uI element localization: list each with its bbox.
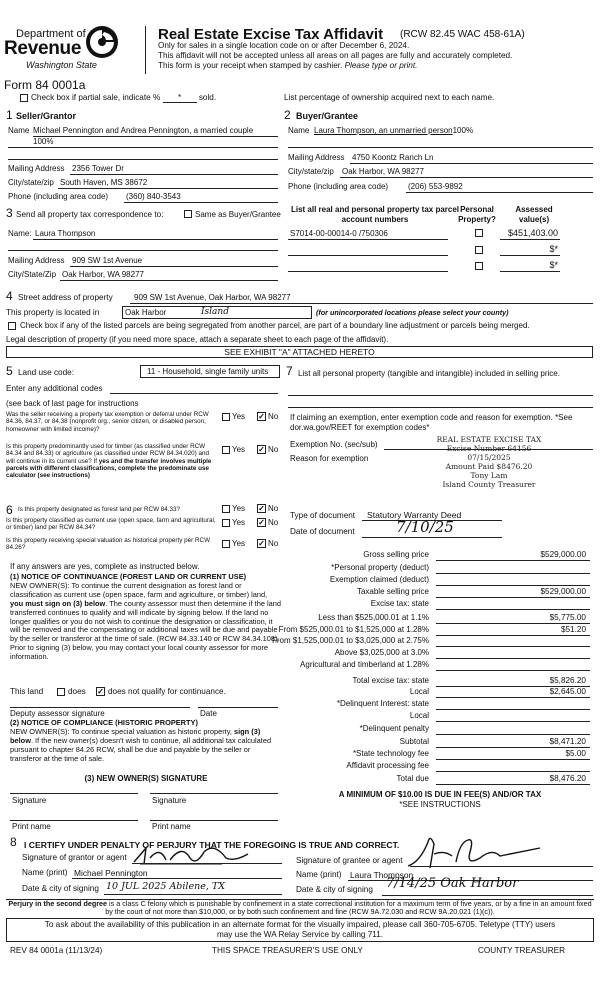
owner-sig-label-2: Signature <box>152 796 187 805</box>
tax-row-label: Less than $525,000.01 at 1.1% <box>318 613 429 622</box>
located-note: (for unincorporated locations please select your county) <box>316 308 509 317</box>
dor-logo <box>4 22 132 80</box>
tax-row-label: Excise tax: state <box>370 599 429 608</box>
parcel-value-line <box>500 239 560 240</box>
grantor-sig-label: Signature of grantor or agent <box>22 853 127 862</box>
tax-row <box>284 648 594 660</box>
seller-name-line <box>33 136 278 137</box>
additional-codes-label: Enter any additional codes <box>6 384 103 393</box>
located-city: Oak Harbor <box>125 308 167 317</box>
located-county: Island <box>201 307 229 317</box>
located-box[interactable] <box>122 306 312 319</box>
logo-revenue-text: Revenue <box>4 38 82 59</box>
buyer-city-label: City/state/zip <box>288 167 334 176</box>
parcels-col-personal-header: Personal Property? <box>458 205 496 224</box>
tax-row-line <box>436 560 590 561</box>
buyer-phone[interactable]: (206) 553-9892 <box>408 182 463 191</box>
header-line-3-b: Please type or print. <box>344 61 418 70</box>
stamp-line-4: Amount Paid $8476.20 <box>445 462 533 471</box>
tax-row <box>284 660 594 672</box>
q6-1-yes-checkbox[interactable] <box>222 505 230 513</box>
seller-phone[interactable]: (360) 840-3543 <box>126 192 181 201</box>
grantor-name[interactable]: Michael Pennington <box>74 868 148 878</box>
land-use-label: Land use code: <box>18 368 74 377</box>
notice-compliance <box>10 719 282 764</box>
partial-sale-text-b: sold. <box>198 93 217 102</box>
notice-compliance-text-a: NEW OWNER(S): To continue special valuation as historic property, <box>10 726 232 736</box>
correspondence-mailing-label: Mailing Address <box>8 256 65 265</box>
q6-3-yes-label: Yes <box>232 539 246 548</box>
personal-property-checkbox[interactable] <box>475 229 483 237</box>
buyer-phone-label: Phone (including area code) <box>288 182 389 191</box>
certify-statement: I CERTIFY UNDER PENALTY OF PERJURY THAT THE FOREGOING IS TRUE AND CORRECT. <box>24 840 400 850</box>
deputy-sig-label: Deputy assessor signature <box>10 709 105 718</box>
current-use-question: Is this property classified as current use (open space, farm and agricultural, or timber) land per RCW 84.34? <box>6 517 216 532</box>
notice-continuance-bold: you must sign on (3) below <box>10 598 106 608</box>
stamp-line-1: REAL ESTATE EXCISE TAX <box>436 435 542 444</box>
correspondence-name-line <box>33 239 278 240</box>
tax-row-line <box>436 747 590 748</box>
does-not-qualify-label: does not qualify for continuance. <box>108 687 226 696</box>
tax-row <box>284 749 594 761</box>
new-owner-signature-title: (3) NEW OWNER(S) SIGNATURE <box>84 774 208 783</box>
grantor-sig-line <box>132 863 282 864</box>
tax-row-line <box>436 623 590 624</box>
parcel-value[interactable]: $451,403.00 <box>507 228 558 238</box>
tax-row <box>284 599 594 611</box>
tax-row <box>271 636 594 648</box>
q6-2-no-label: No <box>268 518 279 527</box>
document-type[interactable]: Statutory Warranty Deed <box>367 510 462 520</box>
grantee-date-city[interactable]: 7/14/25 Oak Harbor <box>386 876 519 891</box>
tax-row-line <box>436 585 590 586</box>
tax-row <box>284 737 594 749</box>
tax-row <box>284 711 594 723</box>
land-qualify-row <box>10 687 43 696</box>
notice-continuance-text-b: . The county assessor must then determine if the land transferred continues to qualify and will indicate by signing below. If the land no longer qualifies or you do not wish to continue the designation or classification, it will be removed and the compensating or additional taxes will be due and payable by the seller or transferor at the time of sale. (RCW 84.33.140 or RCW 84.34.108). Prior to signing (3) below, you may contact your local county assessor for more information. <box>10 598 281 662</box>
document-date-label: Date of document <box>290 527 355 536</box>
header-line-3 <box>158 61 417 70</box>
correspondence-name[interactable]: Laura Thompson <box>35 229 96 238</box>
segregated-label: Check box if any of the listed parcels are being segregated from another parcel, are part of a boundary line adjustment or parcels being merged. <box>20 321 530 330</box>
document-date[interactable]: 7/10/25 <box>396 518 454 536</box>
q6-2-no-checkbox[interactable]: ✓ <box>258 518 265 527</box>
personal-property-checkbox[interactable] <box>475 246 483 254</box>
header-divider <box>145 26 146 74</box>
tax-row <box>284 699 594 711</box>
stamp-line-5: Tony Lam <box>470 471 508 480</box>
grantor-date-city[interactable]: 10 JUL 2025 Abilene, TX <box>106 881 225 892</box>
correspondence-label: Send all property tax correspondence to: <box>16 210 164 219</box>
tax-row-label: Agricultural and timberland at 1.28% <box>300 660 429 669</box>
additional-codes-line <box>110 393 278 394</box>
tax-row-line <box>436 734 590 735</box>
ada-notice-box <box>6 918 594 942</box>
personal-property-line-2 <box>288 407 593 408</box>
tax-row-line <box>436 771 590 772</box>
does-qualify-checkbox[interactable] <box>57 688 65 696</box>
header-line-3-a: This form is your receipt when stamped by cashier. <box>158 61 343 70</box>
q2-yes-label: Yes <box>232 445 246 454</box>
seller-name-line-3 <box>8 159 278 160</box>
q6-3-yes-checkbox[interactable] <box>222 540 230 548</box>
tax-row-label: *Delinquent Interest: state <box>336 699 429 708</box>
does-not-qualify-checkbox[interactable]: ✓ <box>97 687 104 696</box>
exemption-question: Was the seller receiving a property tax exemption or deferral under RCW 84.36, 84.37, or 84.38 (nonprofit org., senior citizen, or disabled person, homeowner with limited income)? <box>6 411 209 433</box>
grantee-name[interactable]: Laura Thompson <box>350 870 414 880</box>
tax-row-value[interactable]: $2,645.00 <box>549 687 586 696</box>
notice-continuance-text-a: NEW OWNER(S): To continue the current designation as forest land or classification as current use (open space, farm and agriculture, or timber) land, <box>10 580 268 599</box>
same-as-buyer-label: Same as Buyer/Grantee <box>195 210 281 219</box>
document-date-line <box>362 537 502 538</box>
q2-no-checkbox[interactable]: ✓ <box>258 445 265 454</box>
grantee-name-label: Name (print) <box>296 870 342 879</box>
tax-row-line <box>436 697 590 698</box>
parcel-value-line <box>500 255 560 256</box>
buyer-name-line <box>288 147 593 148</box>
buyer-city[interactable]: Oak Harbor, WA 98277 <box>342 167 424 176</box>
q6-3-no-checkbox[interactable]: ✓ <box>258 539 265 548</box>
header-line-1: Only for sales in a single location code on or after December 6, 2024. <box>158 41 410 50</box>
land-qualify-label: This land <box>10 687 44 696</box>
segregated-checkbox[interactable] <box>8 322 16 330</box>
owner-sig-line-2 <box>150 793 278 794</box>
seller-mailing[interactable]: 2356 Tower Dr <box>72 164 124 173</box>
tax-row-value[interactable]: $51.20 <box>560 625 586 634</box>
tax-row-line <box>436 709 590 710</box>
tax-row <box>284 724 594 736</box>
seller-city-line <box>58 188 278 189</box>
exemption-number-label: Exemption No. (sec/sub) <box>290 440 378 449</box>
buyer-section-number: 2 <box>284 108 291 122</box>
tax-row <box>284 575 594 587</box>
ada-notice: To ask about the availability of this publication in an alternate format for the visually impaired, please call 360-705-6705. Teletype (TTY) users may use the WA Relay Service by calling 711. <box>44 920 556 939</box>
perjury-text: is a class C felony which is punishable by confinement in a state correctional institution for a maximum term of five years, or by a fine in an amount fixed by the court of not more than $10,000, or by both such confinement and fine (RCW 9A.72.030 and RCW 9A.20.021 (1)(c)). <box>105 899 592 917</box>
timber-question-a: Is this property predominantly used for timber (as classified under RCW 84.34 and 84.33) or agriculture (as classified under RCW 84.34.020) and will continue in its current use? If <box>6 443 210 465</box>
owner-sig-line-1 <box>10 793 138 794</box>
see-instructions-note: *SEE INSTRUCTIONS <box>399 800 481 809</box>
grantee-sig-label: Signature of grantee or agent <box>296 856 403 865</box>
owner-print-label-1: Print name <box>12 822 51 831</box>
partial-sale-pct[interactable]: * <box>163 93 197 103</box>
q2-no-label: No <box>268 445 279 454</box>
see-back-note: (see back of last page for instructions <box>6 399 139 408</box>
tax-row-line <box>436 759 590 760</box>
parcel-value-line <box>500 271 560 272</box>
land-use-section-number: 5 <box>6 364 13 378</box>
q6-3-no-label: No <box>268 539 279 548</box>
tax-row <box>284 563 594 575</box>
correspondence-mailing[interactable]: 909 SW 1st Avenue <box>72 256 143 265</box>
buyer-name[interactable]: Laura Thompson, an unmarried person <box>314 126 453 135</box>
correspondence-section-number: 3 <box>6 206 13 220</box>
certify-section-number: 8 <box>10 835 17 849</box>
logo-state-text: Washington State <box>26 60 97 70</box>
q6-1-no-label: No <box>268 504 279 513</box>
exemption-intro-a: If claiming an exemption, enter exemption code and reason for exemption. <box>290 413 553 422</box>
stamp-line-6: Island County Treasurer <box>442 480 536 489</box>
tax-row-line <box>436 646 590 647</box>
tax-row-line <box>436 609 590 610</box>
grantor-name-label: Name (print) <box>22 868 68 877</box>
notice-compliance-title: (2) NOTICE OF COMPLIANCE (HISTORIC PROPERTY) <box>10 718 198 727</box>
tax-row-value[interactable]: $529,000.00 <box>540 587 586 596</box>
seller-name-line-2 <box>8 147 278 148</box>
q2-yes-checkbox[interactable] <box>222 446 230 454</box>
stamp-line-2: Excise Number 64156 <box>446 444 532 453</box>
section-6-number: 6 <box>6 503 13 517</box>
land-use-select[interactable] <box>140 365 280 378</box>
q6-2-yes-label: Yes <box>232 518 246 527</box>
personal-property-label: List all personal property (tangible and intangible) included in selling price. <box>298 369 560 378</box>
same-as-buyer-checkbox[interactable] <box>184 210 192 218</box>
correspondence-city-line <box>60 280 278 281</box>
seller-phone-line <box>124 202 278 203</box>
legal-description: SEE EXHIBIT "A" ATTACHED HERETO <box>224 347 375 357</box>
tax-row-value[interactable]: $8,471.20 <box>549 737 586 746</box>
notice-continuance <box>10 573 282 662</box>
personal-property-checkbox[interactable] <box>475 262 483 270</box>
footer-rev: REV 84 0001a (11/13/24) <box>10 946 103 955</box>
correspondence-mailing-line <box>70 266 278 267</box>
forest-question: Is this property designated as forest land per RCW 84.33? <box>18 506 181 513</box>
historic-question: Is this property receiving special valuation as historical property per RCW 84.26? <box>6 537 211 552</box>
tax-row-value[interactable]: $529,000.00 <box>540 550 586 559</box>
footer-county-treasurer: COUNTY TREASURER <box>478 946 566 955</box>
form-title: Real Estate Excise Tax Affidavit <box>158 26 384 43</box>
buyer-name-label: Name <box>288 126 310 135</box>
parcels-col-number-header: List all real and personal property tax parcel account numbers <box>290 205 460 224</box>
correspondence-city-label: City/State/Zip <box>8 270 57 279</box>
tax-row <box>284 550 594 562</box>
notice-continuance-title: (1) NOTICE OF CONTINUANCE (FOREST LAND OR CURRENT USE) <box>10 572 247 581</box>
tax-row-label: From $525,000.01 to $1,525,000 at 1.28% <box>278 625 429 634</box>
personal-property-line-1 <box>288 395 593 396</box>
tax-row-line <box>436 573 590 574</box>
tax-row-label: Total excise tax: state <box>352 676 429 685</box>
located-label: This property is located in <box>6 308 100 317</box>
q1-yes-checkbox[interactable] <box>222 413 230 421</box>
tax-row-value[interactable]: $5,826.20 <box>549 676 586 685</box>
tax-row-label: Subtotal <box>399 737 429 746</box>
q6-1-no-checkbox[interactable]: ✓ <box>258 504 265 513</box>
buyer-heading: Buyer/Grantee <box>296 111 359 121</box>
deputy-sig-line <box>10 707 190 708</box>
owner-print-line-2 <box>150 820 278 821</box>
perjury-bold: Perjury in the second degree <box>8 899 108 908</box>
owner-sig-label-1: Signature <box>12 796 47 805</box>
grantee-sig-line <box>410 866 593 867</box>
seller-phone-label: Phone (including area code) <box>8 192 109 201</box>
exemption-intro <box>290 413 590 433</box>
deputy-date-line <box>198 707 278 708</box>
buyer-pct[interactable]: 100% <box>452 126 474 135</box>
correspondence-name-label: Name: <box>8 229 32 238</box>
tax-row <box>284 587 594 599</box>
street-line <box>130 303 593 304</box>
tax-row-label: *State technology fee <box>352 749 429 758</box>
q6-1-yes-label: Yes <box>232 504 246 513</box>
seller-section-number: 1 <box>6 108 13 122</box>
street-label: Street address of property <box>18 293 113 302</box>
tax-row-line <box>436 784 590 785</box>
owner-print-label-2: Print name <box>152 822 191 831</box>
any-yes-note: If any answers are yes, complete as instructed below. <box>10 562 200 571</box>
tax-row-label: *Delinquent penalty <box>359 724 429 733</box>
footer-treasurer-use: THIS SPACE TREASURER'S USE ONLY <box>212 946 363 955</box>
ownership-note: List percentage of ownership acquired next to each name. <box>284 93 495 102</box>
land-use-code: 11 - Household, single family units <box>147 367 269 376</box>
parcel-number-line <box>288 271 448 272</box>
seller-mailing-line <box>70 174 278 175</box>
q1-yes-label: Yes <box>232 412 246 421</box>
parcel-number[interactable]: S7014-00-00014-0 /750306 <box>290 229 388 238</box>
q1-no-label: No <box>268 412 279 421</box>
does-qualify-label: does <box>68 687 86 696</box>
q6-2-yes-checkbox[interactable] <box>222 519 230 527</box>
tax-row-line <box>436 721 590 722</box>
exemption-reason-label: Reason for exemption <box>290 454 369 463</box>
buyer-mailing-label: Mailing Address <box>288 153 345 162</box>
seller-city[interactable]: South Haven, MS 38672 <box>60 178 148 187</box>
timber-question-b: yes and the transfer involves multiple parcels with different classifications, complete the predominate use calculator (see instructions) <box>6 457 212 480</box>
correspondence-name-line-2 <box>8 250 278 251</box>
partial-sale-text-a: Check box if partial sale, indicate % <box>31 93 161 102</box>
parcel-value[interactable]: $* <box>549 244 558 254</box>
timber-question <box>6 443 218 479</box>
seller-heading: Seller/Grantor <box>16 111 77 121</box>
tax-row-label: *Personal property (deduct) <box>331 563 429 572</box>
tax-row-label: Total due <box>396 774 429 783</box>
seller-name-label: Name <box>8 126 30 135</box>
form-number: Form 84 0001a <box>4 78 86 92</box>
tax-row-label: Taxable selling price <box>356 587 429 596</box>
tax-row-value[interactable]: $8,476.20 <box>549 774 586 783</box>
buyer-phone-line <box>406 192 593 193</box>
grantor-name-line <box>72 878 282 879</box>
tax-row <box>284 613 594 625</box>
tax-row-label: From $1,525,000.01 to $3,025,000 at 2.75% <box>271 636 429 645</box>
buyer-mailing[interactable]: 4750 Koontz Ranch Ln <box>352 153 434 162</box>
owner-print-line-1 <box>10 820 138 821</box>
tax-row-label: Gross selling price <box>363 550 429 559</box>
seller-name[interactable]: Michael Pennington and Andrea Pennington, a married couple <box>33 126 254 135</box>
header-line-2: This affidavit will not be accepted unless all areas on all pages are fully and accurately completed. <box>158 51 513 60</box>
personal-property-section-number: 7 <box>286 364 293 378</box>
form-rcw: (RCW 82.45 WAC 458-61A) <box>400 29 525 40</box>
tax-row-label: Local <box>409 687 429 696</box>
tax-row-line <box>436 670 590 671</box>
parcel-number-line <box>288 239 448 240</box>
legal-label: Legal description of property (if you need more space, attach a separate sheet to each page of the affidavit). <box>6 335 389 344</box>
exemption-intro-b: *See dor.wa.gov/REET for exemption codes* <box>290 413 573 432</box>
tax-row <box>284 761 594 773</box>
parcels-col-value-header: Assessed value(s) <box>515 205 553 224</box>
perjury-notice <box>8 900 592 917</box>
tax-row-value[interactable]: $5,775.00 <box>549 613 586 622</box>
parcel-value[interactable]: $* <box>549 260 558 270</box>
grantor-date-line <box>104 894 282 895</box>
seller-mailing-label: Mailing Address <box>8 164 65 173</box>
logo-dept-text: Department of <box>16 28 86 40</box>
buyer-name-line-text <box>314 126 473 135</box>
tax-row-value[interactable]: $5.00 <box>565 749 586 758</box>
parcel-number-line <box>288 255 448 256</box>
q1-no-checkbox[interactable]: ✓ <box>258 412 265 421</box>
notice-compliance-text-b: . If the new owner(s) doesn't wish to continue, all additional tax calculated pursuant to chapter 84.26 RCW, shall be due and payable by the seller or transferor at the time of sale. <box>10 735 272 763</box>
tax-row <box>284 774 594 786</box>
legal-description-box[interactable] <box>6 346 593 358</box>
tax-row-label: Affidavit processing fee <box>346 761 429 770</box>
document-type-label: Type of document <box>290 511 356 520</box>
property-section-number: 4 <box>6 289 13 303</box>
stamp-line-3: 07/15/2025 <box>467 453 511 462</box>
grantee-date-line <box>382 895 593 896</box>
correspondence-city[interactable]: Oak Harbor, WA 98277 <box>62 270 144 279</box>
tax-row-label: Exemption claimed (deduct) <box>329 575 429 584</box>
logo-emblem-icon <box>84 24 120 60</box>
buyer-mailing-line <box>350 163 593 164</box>
tax-row-label: Local <box>409 711 429 720</box>
treasurer-stamp <box>414 435 564 489</box>
minimum-fee-note: A MINIMUM OF $10.00 IS DUE IN FEE(S) AND/OR TAX <box>338 790 542 799</box>
tax-row-label: Above $3,025,000 at 3.0% <box>334 648 429 657</box>
deputy-date-label: Date <box>200 709 217 718</box>
seller-city-label: City/state/zip <box>8 178 54 187</box>
buyer-city-line <box>340 177 593 178</box>
tax-row-line <box>436 658 590 659</box>
street-address[interactable]: 909 SW 1st Avenue, Oak Harbor, WA 98277 <box>134 293 291 302</box>
partial-sale-label <box>31 93 216 103</box>
grantee-date-label: Date & city of signing <box>296 885 373 894</box>
seller-pct[interactable]: 100% <box>33 137 54 146</box>
tax-row-line <box>436 597 590 598</box>
tax-row <box>284 687 594 699</box>
grantee-signature[interactable] <box>400 832 550 874</box>
partial-sale-checkbox[interactable] <box>20 94 28 102</box>
notice-compliance-bold: sign (3) below <box>10 726 261 745</box>
grantor-date-label: Date & city of signing <box>22 884 99 893</box>
